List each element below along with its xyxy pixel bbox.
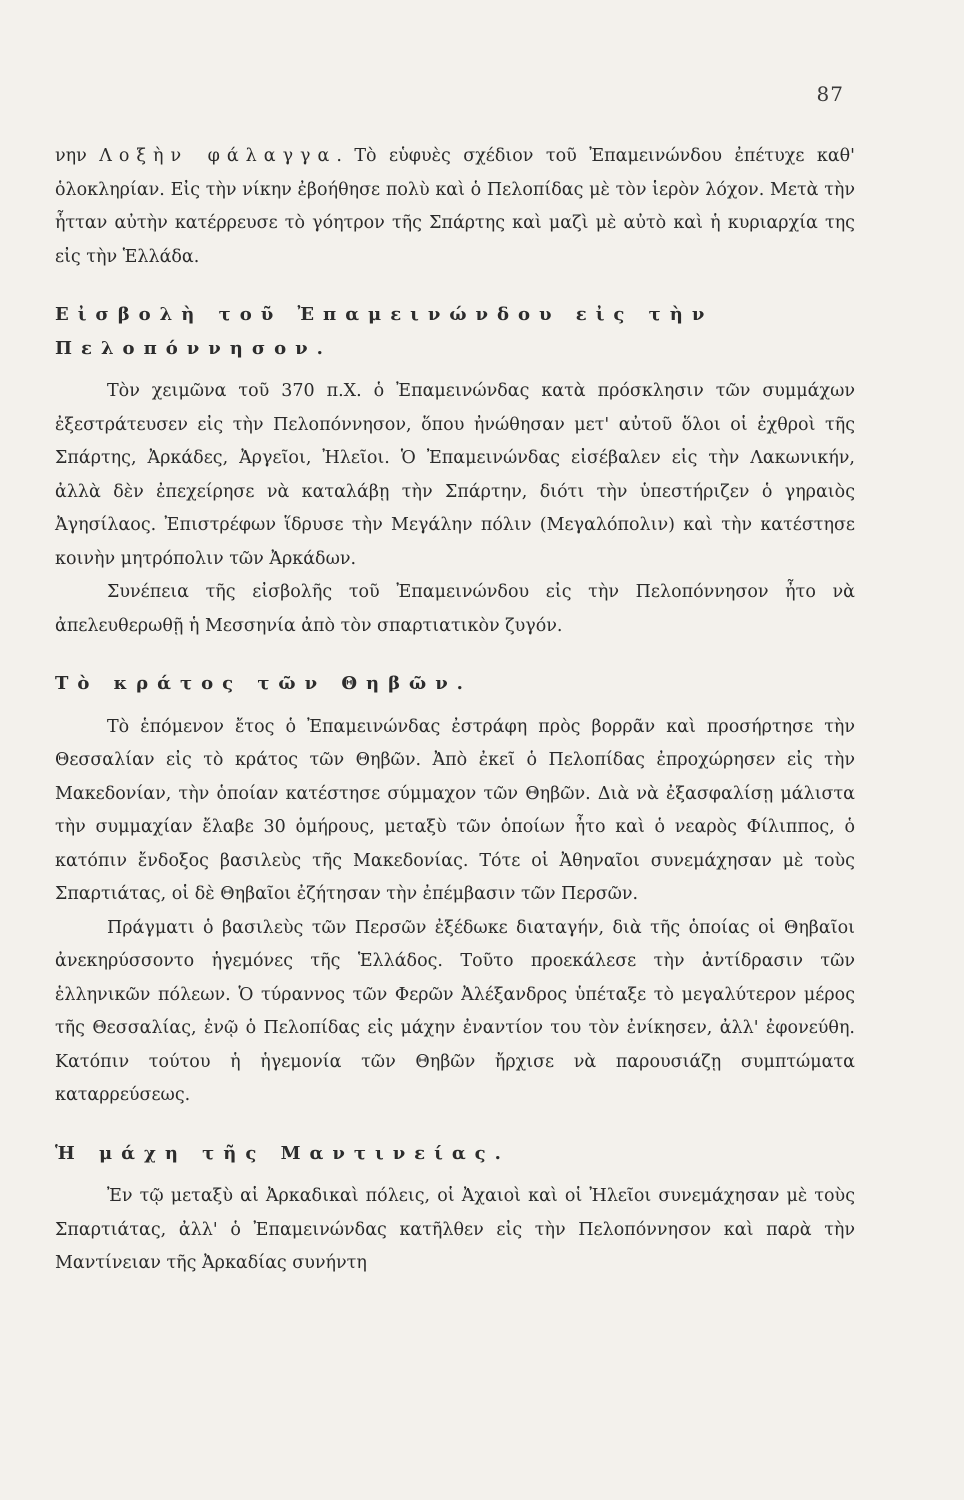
opening-lead: νην	[55, 146, 100, 166]
paragraph-theban-state-2: Πράγματι ὁ βασιλεὺς τῶν Περσῶν ἐξέδωκε διαταγήν, διὰ τῆς ὁποίας οἱ Θηβαῖοι ἀνεκηρύσσοντο ἡγεμόνες τῆς Ἑλλάδος. Τοῦτο προεκάλεσε τὴν ἀντίδρασιν τῶν ἑλληνικῶν πόλεων. Ὁ τύραννος τῶν Φερῶν Ἀλέξανδρος ὑπέταξε τὸ μεγαλύτερον μέρος τῆς Θεσσαλίας, ἐνῷ ὁ Πελοπίδας εἰς μάχην ἐναντίον του τὸν ἐνίκησεν, ἀλλ' ἐφονεύθη. Κατόπιν τούτου ἡ ἡγεμονία τῶν Θηβῶν ἤρχισε νὰ παρουσιάζῃ συμπτώματα καταρρεύσεως.	[55, 917, 855, 1105]
section-heading-invasion: Εἰσβολὴ τοῦ Ἐπαμεινώνδου εἰς τὴν Πελοπόννησον.	[55, 304, 714, 359]
opening-paragraph	[55, 140, 855, 274]
paragraph-invasion-1: Τὸν χειμῶνα τοῦ 370 π.Χ. ὁ Ἐπαμεινώνδας κατὰ πρόσκλησιν τῶν συμμάχων ἐξεστράτευσεν εἰς τὴν Πελοπόννησον, ὅπου ἠνώθησαν μετ' αὐτοῦ ὅλοι οἱ ἐχθροὶ τῆς Σπάρτης, Ἀρκάδες, Ἀργεῖοι, Ἠλεῖοι. Ὁ Ἐπαμεινώνδας εἰσέβαλεν εἰς τὴν Λακωνικήν, ἀλλὰ δὲν ἐπεχείρησε νὰ καταλάβῃ τὴν Σπάρτην, διότι τὴν ὑπεστήριζεν ὁ γηραιὸς Ἀγησίλαος. Ἐπιστρέφων ἵδρυσε τὴν Μεγάλην πόλιν (Μεγαλόπολιν) καὶ τὴν κατέστησε κοινὴν μητρόπολιν τῶν Ἀρκάδων.	[55, 381, 855, 569]
paragraph-mantinea-1: Ἐν τῷ μεταξὺ αἱ Ἀρκαδικαὶ πόλεις, οἱ Ἀχαιοὶ καὶ οἱ Ἠλεῖοι συνεμάχησαν μὲ τοὺς Σπαρτιάτας, ἀλλ' ὁ Ἐπαμεινώνδας κατῆλθεν εἰς τὴν Πελοπόννησον καὶ παρὰ τὴν Μαντίνειαν τῆς Ἀρκαδίας συνήντη	[55, 1186, 855, 1273]
opening-rest: . Τὸ εὑφυὲς σχέδιον τοῦ Ἐπαμεινώνδου ἐπέτυχε καθ' ὁλοκληρίαν. Εἰς τὴν νίκην ἐβοήθησε πολὺ καὶ ὁ Πελοπίδας μὲ τὸν ἱερὸν λόχον. Μετὰ τὴν ἧτταν αὐτὴν κατέρρευσε τὸ γόητρον τῆς Σπάρτης καὶ μαζὶ μὲ αὐτὸ καὶ ἡ κυριαρχία της εἰς τὴν Ἑλλάδα.	[55, 146, 855, 267]
section-heading-theban-state: Τὸ κράτος τῶν Θηβῶν.	[55, 673, 472, 694]
paragraph-theban-state-1: Τὸ ἑπόμενον ἔτος ὁ Ἐπαμεινώνδας ἐστράφη πρὸς βορρᾶν καὶ προσήρτησε τὴν Θεσσαλίαν εἰς τὸ κράτος τῶν Θηβῶν. Ἀπὸ ἐκεῖ ὁ Πελοπίδας ἐπροχώρησεν εἰς τὴν Μακεδονίαν, τὴν ὁποίαν κατέστησε σύμμαχον τῶν Θηβῶν. Διὰ νὰ ἐξασφαλίσῃ μάλιστα τὴν συμμαχίαν ἔλαβε 30 ὁμήρους, μεταξὺ τῶν ὁποίων ἦτο καὶ ὁ νεαρὸς Φίλιππος, ὁ κατόπιν ἔνδοξος βασιλεὺς τῆς Μακεδονίας. Τότε οἱ Ἀθηναῖοι συνεμάχησαν μὲ τοὺς Σπαρτιάτας, οἱ δὲ Θηβαῖοι ἐζήτησαν τὴν ἐπέμβασιν τῶν Περσῶν.	[55, 716, 855, 904]
page-number: 87	[816, 82, 844, 106]
section-heading-mantinea: Ἡ μάχη τῆς Μαντινείας.	[55, 1142, 510, 1164]
page-body	[55, 140, 855, 1281]
paragraph-invasion-2: Συνέπεια τῆς εἰσβολῆς τοῦ Ἐπαμεινώνδου εἰς τὴν Πελοπόννησον ἦτο νὰ ἀπελευθερωθῇ ἡ Μεσσηνία ἀπὸ τὸν σπαρτιατικὸν ζυγόν.	[55, 582, 855, 636]
spaced-term: Λοξὴν φάλαγγα	[99, 146, 337, 166]
